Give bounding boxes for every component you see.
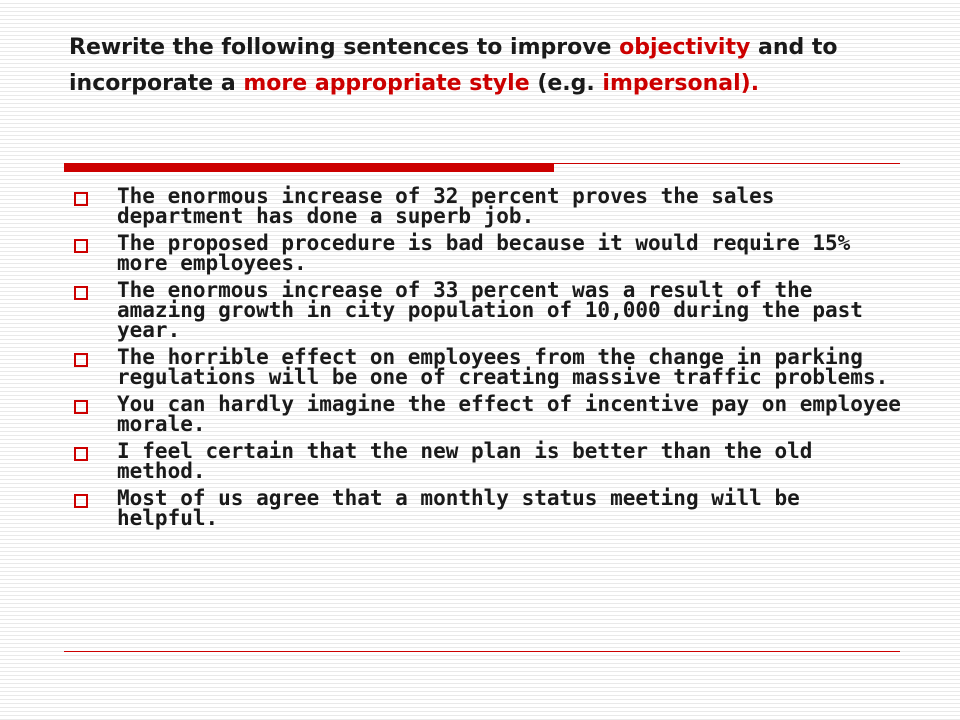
list-item bbox=[74, 233, 904, 273]
title-highlight-style: more appropriate style bbox=[243, 71, 530, 96]
bullet-text: The enormous increase of 32 percent proves the sales department has done a superb job. bbox=[117, 184, 775, 228]
hollow-square-bullet-icon bbox=[74, 400, 88, 414]
list-item bbox=[74, 280, 904, 340]
list-item bbox=[74, 488, 904, 528]
accent-bar bbox=[64, 164, 554, 172]
list-item bbox=[74, 186, 904, 226]
list-item bbox=[74, 394, 904, 434]
title-text: Rewrite the following sentences to improve bbox=[69, 35, 620, 60]
divider-bottom bbox=[64, 651, 900, 652]
title-text: and to incorporate a bbox=[69, 35, 838, 96]
bullet-list bbox=[74, 186, 904, 535]
bullet-text: You can hardly imagine the effect of incentive pay on employee morale. bbox=[117, 392, 901, 436]
bullet-text: The proposed procedure is bad because it would require 15% more employees. bbox=[117, 231, 851, 275]
hollow-square-bullet-icon bbox=[74, 494, 88, 508]
list-item bbox=[74, 347, 904, 387]
bullet-text: The enormous increase of 33 percent was a result of the amazing growth in city population of 10,000 during the past year. bbox=[117, 278, 863, 342]
list-item bbox=[74, 441, 904, 481]
hollow-square-bullet-icon bbox=[74, 447, 88, 461]
hollow-square-bullet-icon bbox=[74, 286, 88, 300]
hollow-square-bullet-icon bbox=[74, 239, 88, 253]
bullet-text: Most of us agree that a monthly status meeting will be helpful. bbox=[117, 486, 800, 530]
title-highlight-objectivity: objectivity bbox=[619, 35, 751, 60]
bullet-text: The horrible effect on employees from the change in parking regulations will be one of creating massive traffic problems. bbox=[117, 345, 889, 389]
hollow-square-bullet-icon bbox=[74, 192, 88, 206]
hollow-square-bullet-icon bbox=[74, 353, 88, 367]
title-highlight-impersonal: impersonal). bbox=[602, 71, 760, 96]
bullet-text: I feel certain that the new plan is better than the old method. bbox=[117, 439, 813, 483]
title-text: (e.g. bbox=[529, 71, 603, 96]
slide-title bbox=[69, 30, 889, 102]
